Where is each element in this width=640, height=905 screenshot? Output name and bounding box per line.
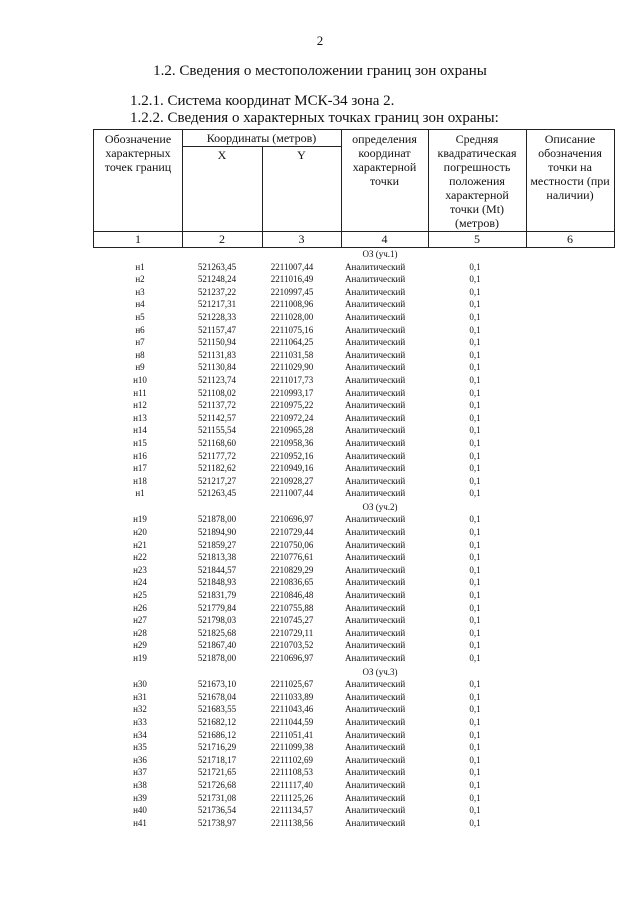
y-coordinate: 2211016,49 (270, 274, 314, 285)
y-coordinate: 2211125,26 (270, 792, 314, 803)
x-coordinate: 521177,72 (198, 450, 236, 461)
section-title-row: ОЗ (уч.1) (362, 249, 398, 259)
table-row (0, 374, 640, 387)
table-row (0, 424, 640, 437)
point-id: н3 (135, 286, 145, 297)
method: Аналитический (345, 349, 406, 360)
method: Аналитический (345, 425, 406, 436)
x-coordinate: 521182,62 (198, 463, 236, 474)
error-value: 0,1 (469, 261, 481, 272)
header-method: определения координат характерной точки (352, 132, 417, 188)
method: Аналитический (345, 779, 406, 790)
error-value: 0,1 (469, 552, 481, 563)
table-row (0, 324, 640, 337)
y-coordinate: 2211117,40 (271, 779, 313, 790)
point-id: н16 (133, 450, 147, 461)
point-id: н24 (133, 577, 147, 588)
point-id: н20 (133, 527, 147, 538)
error-value: 0,1 (469, 412, 481, 423)
method: Аналитический (345, 311, 406, 322)
point-id: н37 (133, 767, 147, 778)
method: Аналитический (345, 564, 406, 575)
y-coordinate: 2211008,96 (270, 299, 314, 310)
y-coordinate: 2211029,90 (270, 362, 314, 373)
point-id: н18 (133, 475, 147, 486)
method: Аналитический (345, 817, 406, 828)
error-value: 0,1 (469, 627, 481, 638)
error-value: 0,1 (469, 817, 481, 828)
error-value: 0,1 (469, 527, 481, 538)
method: Аналитический (345, 374, 406, 385)
error-value: 0,1 (469, 324, 481, 335)
x-coordinate: 521731,08 (197, 792, 237, 803)
point-id: н7 (135, 337, 145, 348)
table-row (0, 652, 640, 665)
table-row (0, 576, 640, 589)
table-row (0, 716, 640, 729)
error-value: 0,1 (469, 742, 481, 753)
method: Аналитический (345, 805, 406, 816)
error-value: 0,1 (469, 590, 481, 601)
point-id: н38 (133, 779, 147, 790)
x-coordinate: 521878,00 (197, 653, 237, 663)
y-coordinate: 2211099,38 (270, 742, 314, 753)
point-id: н4 (135, 299, 145, 310)
method: Аналитический (345, 590, 406, 601)
x-coordinate: 521142,57 (198, 412, 236, 423)
x-coordinate: 521123,74 (198, 374, 236, 385)
table-row (0, 754, 640, 767)
point-id: н40 (133, 805, 147, 816)
header-error: Средняя квадратическая погрешность положения характерной точки (Mt) (метров) (437, 132, 517, 230)
y-coordinate: 2210975,22 (270, 400, 314, 411)
x-coordinate: 521137,72 (198, 400, 236, 411)
x-coordinate: 521894,90 (197, 527, 237, 538)
error-value: 0,1 (469, 805, 481, 816)
point-id: н13 (133, 412, 147, 423)
y-coordinate: 2211102,69 (270, 754, 314, 765)
error-value: 0,1 (469, 729, 481, 740)
subsection-coordinate-system: 1.2.1. Система координат МСК-34 зона 2. (130, 93, 395, 109)
y-coordinate: 2210750,06 (270, 539, 314, 550)
point-id: н26 (133, 602, 147, 613)
table-row (0, 779, 640, 792)
x-coordinate: 521155,54 (198, 425, 236, 436)
table-row (0, 462, 640, 475)
error-value: 0,1 (469, 450, 481, 461)
header-coordinates: Координаты (метров) (206, 131, 317, 145)
x-coordinate: 521217,31 (197, 299, 237, 310)
method: Аналитический (345, 729, 406, 740)
x-coordinate: 521859,27 (197, 539, 237, 550)
header-x: X (217, 148, 227, 162)
col-number: 1 (135, 232, 141, 246)
table-row (0, 399, 640, 412)
y-coordinate: 2210696,97 (270, 514, 314, 525)
error-value: 0,1 (469, 792, 481, 803)
error-value: 0,1 (469, 577, 481, 588)
y-coordinate: 2210997,45 (270, 286, 314, 297)
method: Аналитический (345, 716, 406, 727)
point-id: н25 (133, 590, 147, 601)
y-coordinate: 2211138,56 (270, 817, 314, 828)
error-value: 0,1 (469, 640, 481, 651)
table-row (0, 792, 640, 805)
header-description: Описание обозначения точки на местности (при наличии) (530, 132, 610, 202)
y-coordinate: 2211007,44 (270, 261, 314, 272)
table-row (0, 678, 640, 691)
table-row (0, 487, 640, 500)
point-id: н39 (133, 792, 147, 803)
error-value: 0,1 (469, 400, 481, 411)
method: Аналитический (345, 514, 406, 525)
section-title-row: ОЗ (уч.3) (362, 666, 398, 677)
method: Аналитический (345, 488, 406, 499)
error-value: 0,1 (469, 274, 481, 285)
error-value: 0,1 (469, 564, 481, 575)
table-row (0, 311, 640, 324)
table-row (0, 614, 640, 627)
method: Аналитический (345, 552, 406, 563)
col-number: 6 (567, 232, 573, 246)
method: Аналитический (345, 412, 406, 423)
method: Аналитический (345, 299, 406, 310)
method: Аналитический (345, 653, 406, 663)
x-coordinate: 521228,33 (197, 311, 237, 322)
table-row (0, 450, 640, 463)
table-row (0, 589, 640, 602)
error-value: 0,1 (469, 539, 481, 550)
x-coordinate: 521678,04 (197, 691, 237, 702)
method: Аналитический (345, 437, 406, 448)
x-coordinate: 521825,68 (197, 627, 237, 638)
error-value: 0,1 (469, 311, 481, 322)
table-row (0, 261, 640, 274)
point-id: н23 (133, 564, 147, 575)
y-coordinate: 2211064,25 (270, 337, 314, 348)
y-coordinate: 2211108,53 (270, 767, 314, 778)
error-value: 0,1 (469, 488, 481, 499)
error-value: 0,1 (469, 602, 481, 613)
method: Аналитический (345, 792, 406, 803)
x-coordinate: 521237,22 (197, 286, 237, 297)
table-row (0, 804, 640, 817)
col-number: 2 (219, 232, 225, 246)
point-id: н34 (133, 729, 147, 740)
point-id: н17 (133, 463, 147, 474)
method: Аналитический (345, 463, 406, 474)
col-number: 5 (474, 232, 480, 246)
point-id: н36 (133, 754, 147, 765)
x-coordinate: 521738,97 (197, 817, 237, 828)
method: Аналитический (345, 362, 406, 373)
table-row (0, 551, 640, 564)
y-coordinate: 2210928,27 (270, 475, 314, 486)
error-value: 0,1 (469, 362, 481, 373)
error-value: 0,1 (469, 704, 481, 715)
x-coordinate: 521150,94 (198, 337, 236, 348)
y-coordinate: 2211134,57 (270, 805, 314, 816)
header-y: Y (297, 148, 306, 162)
table-row (0, 387, 640, 400)
error-value: 0,1 (469, 679, 481, 690)
method: Аналитический (345, 337, 406, 348)
table-row (0, 349, 640, 362)
y-coordinate: 2210729,44 (270, 527, 314, 538)
method: Аналитический (345, 602, 406, 613)
point-id: н30 (133, 679, 147, 690)
x-coordinate: 521248,24 (197, 274, 237, 285)
method: Аналитический (345, 539, 406, 550)
table-row (0, 513, 640, 526)
point-id: н12 (133, 400, 147, 411)
table-row (0, 298, 640, 311)
y-coordinate: 2210696,97 (270, 653, 314, 663)
x-coordinate: 521721,65 (197, 767, 237, 778)
error-value: 0,1 (469, 337, 481, 348)
point-id: н2 (135, 274, 145, 285)
col-number: 3 (298, 232, 305, 246)
table-header (93, 129, 615, 248)
col-number: 4 (381, 232, 388, 246)
x-coordinate: 521867,40 (197, 640, 237, 651)
y-coordinate: 2211007,44 (270, 488, 314, 499)
x-coordinate: 521831,79 (197, 590, 237, 601)
error-value: 0,1 (469, 716, 481, 727)
point-id: н21 (133, 539, 147, 550)
y-coordinate: 2210972,24 (270, 412, 314, 423)
error-value: 0,1 (469, 653, 481, 663)
method: Аналитический (345, 640, 406, 651)
x-coordinate: 521718,17 (197, 754, 237, 765)
table-row (0, 639, 640, 652)
point-id: н9 (135, 362, 145, 373)
method: Аналитический (345, 679, 406, 690)
point-id: н32 (133, 704, 147, 715)
section-title: 1.2. Сведения о местоположении границ зон охраны (153, 63, 487, 79)
point-id: н1 (135, 488, 145, 499)
y-coordinate: 2210829,29 (270, 564, 314, 575)
table-row (0, 412, 640, 425)
y-coordinate: 2210776,61 (270, 552, 314, 563)
x-coordinate: 521263,45 (197, 261, 237, 272)
y-coordinate: 2211033,89 (270, 691, 314, 702)
point-id: н6 (135, 324, 145, 335)
y-coordinate: 2210836,65 (270, 577, 314, 588)
error-value: 0,1 (469, 754, 481, 765)
table-row (0, 526, 640, 539)
method: Аналитический (345, 754, 406, 765)
x-coordinate: 521726,68 (197, 779, 237, 790)
page-number: 2 (316, 33, 324, 48)
section-title-row: ОЗ (уч.2) (362, 501, 398, 512)
point-id: н33 (133, 716, 147, 727)
x-coordinate: 521848,93 (197, 577, 237, 588)
error-value: 0,1 (469, 425, 481, 436)
x-coordinate: 521683,55 (197, 704, 237, 715)
point-id: н19 (133, 653, 147, 663)
x-coordinate: 521108,02 (198, 387, 236, 398)
point-id: н28 (133, 627, 147, 638)
y-coordinate: 2211028,00 (270, 311, 314, 322)
method: Аналитический (345, 704, 406, 715)
table-row (0, 336, 640, 349)
error-value: 0,1 (469, 691, 481, 702)
point-id: н29 (133, 640, 147, 651)
table-row (0, 602, 640, 615)
method: Аналитический (345, 627, 406, 638)
y-coordinate: 2211044,59 (270, 716, 314, 727)
table-row (0, 437, 640, 450)
y-coordinate: 2211075,16 (270, 324, 314, 335)
point-id: н41 (133, 817, 147, 828)
point-id: н15 (133, 437, 147, 448)
x-coordinate: 521157,47 (198, 324, 236, 335)
method: Аналитический (345, 475, 406, 486)
error-value: 0,1 (469, 779, 481, 790)
method: Аналитический (345, 615, 406, 626)
error-value: 0,1 (469, 299, 481, 310)
x-coordinate: 521168,60 (198, 437, 236, 448)
point-id: н1 (135, 261, 145, 272)
method: Аналитический (345, 387, 406, 398)
y-coordinate: 2211043,46 (270, 704, 314, 715)
method: Аналитический (345, 400, 406, 411)
point-id: н31 (133, 691, 147, 702)
table-row (0, 475, 640, 488)
y-coordinate: 2210755,88 (270, 602, 314, 613)
point-id: н14 (133, 425, 147, 436)
table-row (0, 627, 640, 640)
error-value: 0,1 (469, 437, 481, 448)
x-coordinate: 521716,29 (197, 742, 237, 753)
table-row (0, 273, 640, 286)
y-coordinate: 2211017,73 (270, 374, 314, 385)
method: Аналитический (345, 324, 406, 335)
point-id: н8 (135, 349, 145, 360)
error-value: 0,1 (469, 349, 481, 360)
x-coordinate: 521798,03 (197, 615, 237, 626)
x-coordinate: 521779,84 (197, 602, 237, 613)
x-coordinate: 521673,10 (197, 679, 237, 690)
point-id: н22 (133, 552, 147, 563)
method: Аналитический (345, 577, 406, 588)
table-body (0, 248, 640, 829)
y-coordinate: 2210965,28 (270, 425, 314, 436)
table-row (0, 766, 640, 779)
point-id: н10 (133, 374, 147, 385)
method: Аналитический (345, 450, 406, 461)
point-id: н11 (133, 387, 147, 398)
y-coordinate: 2210703,52 (270, 640, 314, 651)
table-row (0, 539, 640, 552)
point-id: н35 (133, 742, 147, 753)
table-row (0, 564, 640, 577)
error-value: 0,1 (469, 767, 481, 778)
error-value: 0,1 (469, 463, 481, 474)
point-id: н5 (135, 311, 145, 322)
table-row (0, 286, 640, 299)
method: Аналитический (345, 527, 406, 538)
subsection-points-info: 1.2.2. Сведения о характерных точках границ зон охраны: (130, 110, 499, 126)
y-coordinate: 2210745,27 (270, 615, 314, 626)
method: Аналитический (345, 261, 406, 272)
table-row (0, 703, 640, 716)
method: Аналитический (345, 691, 406, 702)
x-coordinate: 521686,12 (197, 729, 237, 740)
table-row (0, 691, 640, 704)
error-value: 0,1 (469, 514, 481, 525)
y-coordinate: 2211051,41 (270, 729, 314, 740)
error-value: 0,1 (469, 475, 481, 486)
x-coordinate: 521217,27 (197, 475, 237, 486)
x-coordinate: 521736,54 (197, 805, 237, 816)
x-coordinate: 521844,57 (197, 564, 237, 575)
x-coordinate: 521813,38 (197, 552, 237, 563)
error-value: 0,1 (469, 615, 481, 626)
error-value: 0,1 (469, 387, 481, 398)
x-coordinate: 521878,00 (197, 514, 237, 525)
x-coordinate: 521131,83 (198, 349, 236, 360)
error-value: 0,1 (469, 286, 481, 297)
table-row (0, 741, 640, 754)
y-coordinate: 2210958,36 (270, 437, 314, 448)
y-coordinate: 2210846,48 (270, 590, 314, 601)
y-coordinate: 2210993,17 (270, 387, 314, 398)
y-coordinate: 2211031,58 (270, 349, 314, 360)
x-coordinate: 521263,45 (197, 488, 237, 499)
method: Аналитический (345, 274, 406, 285)
table-row (0, 361, 640, 374)
x-coordinate: 521682,12 (197, 716, 237, 727)
x-coordinate: 521130,84 (198, 362, 236, 373)
method: Аналитический (345, 767, 406, 778)
y-coordinate: 2210729,11 (270, 627, 314, 638)
point-id: н19 (133, 514, 147, 525)
table-row (0, 817, 640, 830)
point-id: н27 (133, 615, 147, 626)
y-coordinate: 2211025,67 (270, 679, 314, 690)
error-value: 0,1 (469, 374, 481, 385)
method: Аналитический (345, 286, 406, 297)
method: Аналитический (345, 742, 406, 753)
table-row (0, 729, 640, 742)
y-coordinate: 2210949,16 (270, 463, 314, 474)
header-point-designation: Обозначение характерных точек границ (104, 132, 172, 174)
y-coordinate: 2210952,16 (270, 450, 314, 461)
